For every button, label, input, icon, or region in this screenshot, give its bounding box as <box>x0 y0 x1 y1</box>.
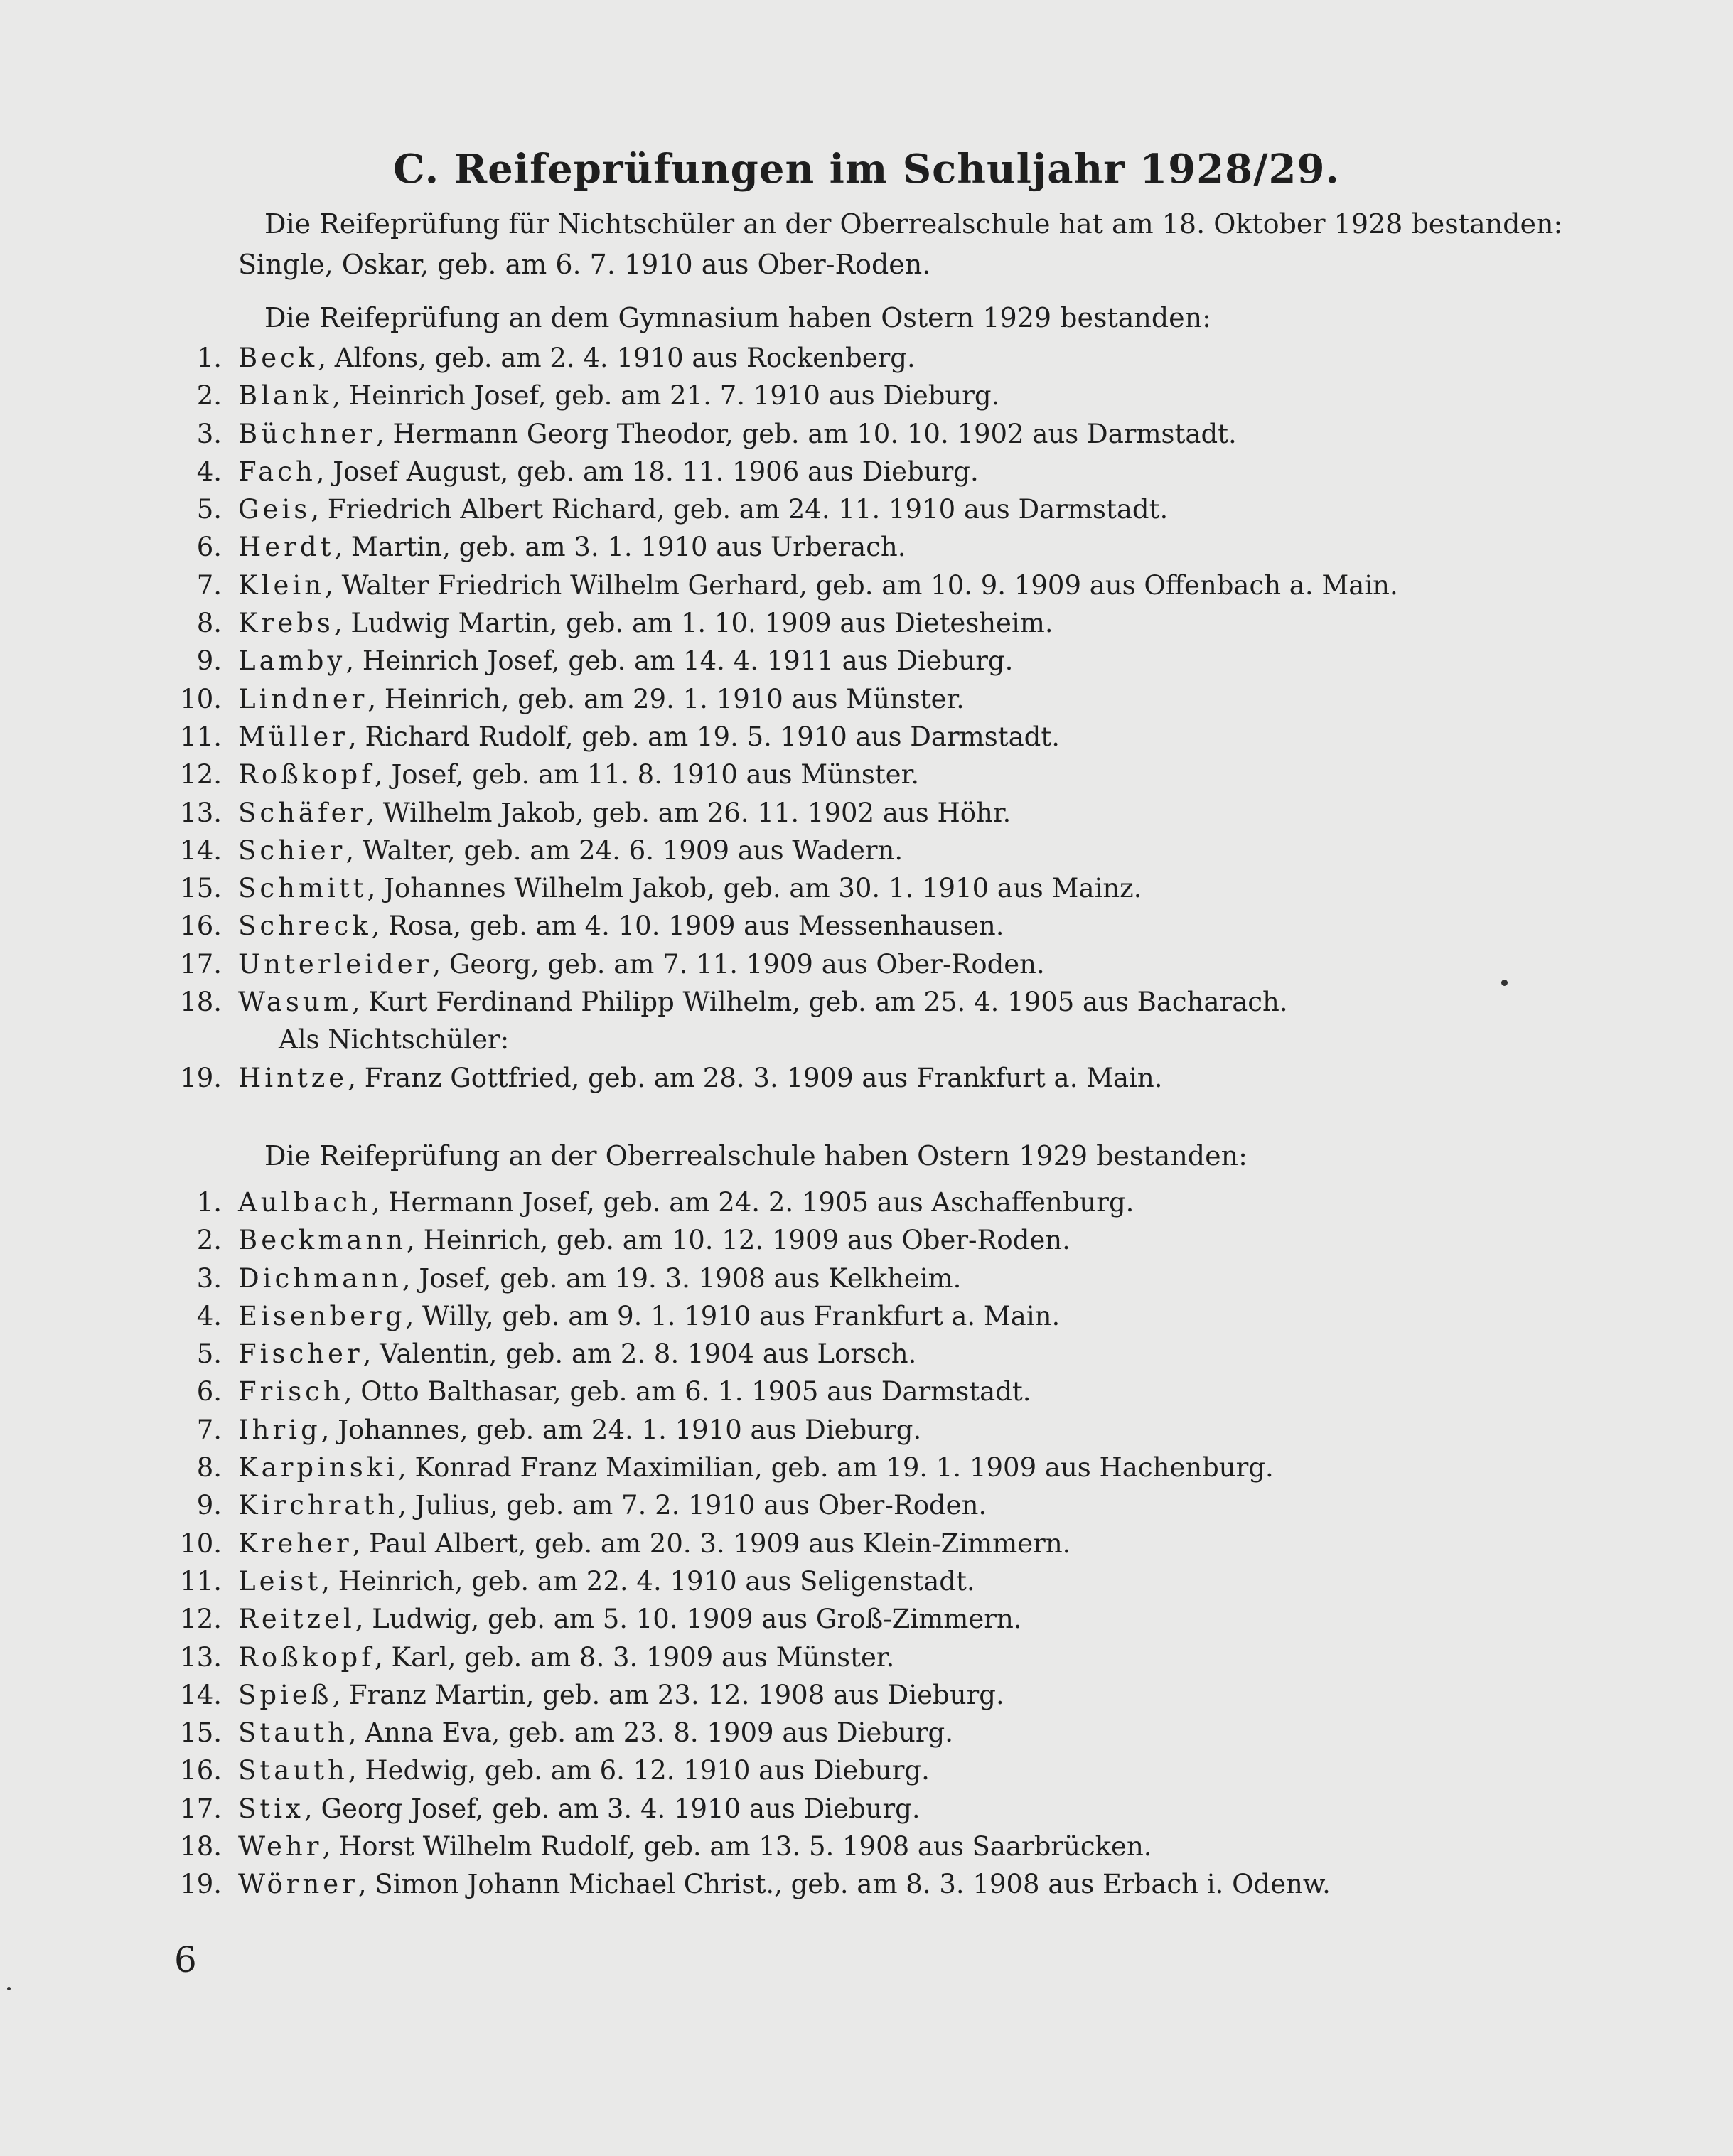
entry-number: 19. <box>180 1062 222 1093</box>
entry-details: , Willy, geb. am 9. 1. 1910 aus Frankfurt a. Main. <box>405 1300 1061 1331</box>
entry-number: 15. <box>180 873 222 904</box>
list-item <box>0 1566 1733 1604</box>
list-item <box>0 1415 1733 1452</box>
entry-number: 1. <box>196 343 222 373</box>
entry-text <box>238 1793 921 1824</box>
entry-details: Als Nichtschüler: <box>279 1024 510 1056</box>
entry-text <box>238 343 916 373</box>
list-item <box>0 1793 1733 1831</box>
entry-surname: Schmitt <box>238 873 367 904</box>
entry-surname: Eisenberg <box>238 1300 406 1331</box>
entry-number: 14. <box>180 835 222 866</box>
nichtschueler-intro: Die Reifeprüfung für Nichtschüler an der Oberrealschule hat am 18. Oktober 1928 bestanden: <box>264 208 1563 240</box>
entry-number: 5. <box>196 494 222 525</box>
entry-text <box>238 835 903 866</box>
entry-details: , Hermann Josef, geb. am 24. 2. 1905 aus Aschaffenburg. <box>371 1187 1134 1218</box>
entry-details: , Heinrich Josef, geb. am 14. 4. 1911 aus Dieburg. <box>345 645 1014 677</box>
list-item <box>0 456 1733 494</box>
entry-details: , Walter, geb. am 24. 6. 1909 aus Wadern. <box>345 835 903 866</box>
entry-surname: Aulbach <box>238 1187 372 1218</box>
entry-text <box>238 1376 1031 1407</box>
gymnasium-intro: Die Reifeprüfung an dem Gymnasium haben Ostern 1929 bestanden: <box>264 302 1211 333</box>
list-item <box>0 1869 1733 1906</box>
entry-text <box>238 873 1142 903</box>
entry-surname: Krebs <box>238 608 334 639</box>
entry-text <box>238 759 919 790</box>
entry-number: 17. <box>180 948 222 980</box>
entry-text <box>238 987 1288 1017</box>
entry-text <box>238 684 965 714</box>
entry-surname: Hintze <box>238 1062 348 1093</box>
entry-number: 9. <box>196 645 222 677</box>
entry-surname: Stauth <box>238 1755 348 1786</box>
entry-details: , Heinrich, geb. am 22. 4. 1910 aus Seligenstadt. <box>321 1565 975 1597</box>
entry-surname: Lamby <box>238 645 346 677</box>
list-item <box>0 1187 1733 1225</box>
entry-text <box>238 949 1045 980</box>
entry-details: , Franz Gottfried, geb. am 28. 3. 1909 aus Frankfurt a. Main. <box>348 1062 1163 1093</box>
entry-details: , Otto Balthasar, geb. am 6. 1. 1905 aus Darmstadt. <box>343 1376 1031 1407</box>
entry-text <box>238 1263 961 1294</box>
entry-text <box>238 1755 930 1786</box>
list-item <box>0 1528 1733 1566</box>
list-item <box>0 1452 1733 1490</box>
entry-surname: Fach <box>238 456 316 487</box>
entry-surname: Unterleider <box>238 948 433 980</box>
list-item <box>0 570 1733 608</box>
entry-surname: Stix <box>238 1793 304 1824</box>
entry-number: 16. <box>180 911 222 942</box>
list-item <box>0 1263 1733 1301</box>
entry-surname: Dichmann <box>238 1262 402 1294</box>
entry-details: , Hedwig, geb. am 6. 12. 1910 aus Dieburg. <box>348 1755 930 1786</box>
entry-text <box>238 380 999 411</box>
entry-number: 17. <box>180 1793 222 1824</box>
list-item <box>0 873 1733 911</box>
entry-number: 9. <box>196 1490 222 1521</box>
entry-details: , Wilhelm Jakob, geb. am 26. 11. 1902 aus Höhr. <box>366 797 1012 828</box>
entry-details: , Karl, geb. am 8. 3. 1909 aus Münster. <box>374 1641 895 1673</box>
list-item <box>0 1024 1733 1062</box>
list-item <box>0 1680 1733 1717</box>
entry-details: , Kurt Ferdinand Philipp Wilhelm, geb. am 25. 4. 1905 aus Bacharach. <box>351 987 1288 1018</box>
list-item <box>0 1490 1733 1528</box>
list-item <box>0 419 1733 456</box>
entry-number: 15. <box>180 1717 222 1749</box>
entry-surname: Stauth <box>238 1717 348 1749</box>
entry-surname: Klein <box>238 569 326 601</box>
entry-text <box>238 608 1053 638</box>
entry-surname: Herdt <box>238 532 335 563</box>
list-item <box>0 1225 1733 1262</box>
entry-surname: Leist <box>238 1565 322 1597</box>
entry-details: , Heinrich, geb. am 10. 12. 1909 aus Ober-Roden. <box>407 1225 1071 1256</box>
entry-number: 11. <box>180 721 222 752</box>
entry-number: 6. <box>196 532 222 563</box>
entry-surname: Beckmann <box>238 1225 407 1256</box>
list-item <box>0 835 1733 873</box>
entry-text <box>238 532 906 562</box>
entry-surname: Müller <box>238 721 348 752</box>
entry-details: , Simon Johann Michael Christ., geb. am 8. 3. 1908 aus Erbach i. Odenw. <box>358 1869 1331 1900</box>
entry-number: 12. <box>180 759 222 790</box>
entry-details: , Horst Wilhelm Rudolf, geb. am 13. 5. 1908 aus Saarbrücken. <box>322 1831 1152 1862</box>
list-item <box>0 987 1733 1024</box>
gymnasium-list <box>0 343 1733 1100</box>
entry-surname: Kreher <box>238 1528 353 1559</box>
entry-surname: Wörner <box>238 1869 358 1900</box>
entry-text <box>238 911 1004 941</box>
entry-text <box>238 494 1168 525</box>
nichtschueler-entry: Single, Oskar, geb. am 6. 7. 1910 aus Ober-Roden. <box>238 249 931 280</box>
list-item <box>0 1301 1733 1339</box>
entry-surname: Schier <box>238 835 346 866</box>
entry-details: , Walter Friedrich Wilhelm Gerhard, geb. am 10. 9. 1909 aus Offenbach a. Main. <box>325 569 1398 601</box>
entry-details: , Alfons, geb. am 2. 4. 1910 aus Rockenberg. <box>318 343 916 373</box>
entry-number: 3. <box>196 418 222 449</box>
entry-surname: Reitzel <box>238 1604 355 1635</box>
entry-number: 7. <box>196 1414 222 1445</box>
entry-text <box>279 1024 509 1055</box>
entry-surname: Kirchrath <box>238 1490 399 1521</box>
list-item <box>0 949 1733 987</box>
entry-number: 6. <box>196 1376 222 1407</box>
entry-details: , Georg, geb. am 7. 11. 1909 aus Ober-Roden. <box>432 948 1045 980</box>
list-item <box>0 532 1733 569</box>
entry-surname: Lindner <box>238 683 368 714</box>
entry-text <box>238 645 1013 676</box>
entry-text <box>238 570 1398 601</box>
entry-details: , Konrad Franz Maximilian, geb. am 19. 1. 1909 aus Hachenburg. <box>397 1452 1274 1484</box>
section-title: C. Reifeprüfungen im Schuljahr 1928/29. <box>393 146 1340 193</box>
entry-text <box>238 1528 1071 1559</box>
entry-text <box>238 456 979 487</box>
entry-number: 4. <box>196 1300 222 1331</box>
entry-details: , Valentin, geb. am 2. 8. 1904 aus Lorsch. <box>363 1339 917 1370</box>
entry-number: 10. <box>180 1528 222 1559</box>
entry-surname: Beck <box>238 343 318 373</box>
entry-text <box>238 1301 1060 1331</box>
entry-number: 18. <box>180 987 222 1018</box>
entry-text <box>238 1490 987 1521</box>
entry-text <box>238 1415 921 1445</box>
entry-details: , Heinrich Josef, geb. am 21. 7. 1910 aus Dieburg. <box>332 380 1000 412</box>
list-item <box>0 684 1733 722</box>
list-item <box>0 759 1733 797</box>
scan-speck <box>1501 980 1508 986</box>
entry-number: 13. <box>180 797 222 828</box>
list-item <box>0 1831 1733 1869</box>
list-item <box>0 798 1733 835</box>
entry-details: , Richard Rudolf, geb. am 19. 5. 1910 aus Darmstadt. <box>348 721 1060 752</box>
entry-number: 10. <box>180 683 222 714</box>
entry-details: , Ludwig Martin, geb. am 1. 10. 1909 aus Dietesheim. <box>333 608 1053 639</box>
entry-text <box>238 1604 1022 1634</box>
entry-details: , Josef, geb. am 11. 8. 1910 aus Münster. <box>374 759 919 790</box>
list-item <box>0 645 1733 683</box>
entry-text <box>238 419 1237 449</box>
entry-text <box>238 1566 975 1597</box>
entry-number: 12. <box>180 1604 222 1635</box>
entry-details: , Hermann Georg Theodor, geb. am 10. 10. 1902 aus Darmstadt. <box>375 418 1237 449</box>
entry-text <box>238 1187 1134 1218</box>
entry-surname: Roßkopf <box>238 1641 375 1673</box>
entry-number: 16. <box>180 1755 222 1786</box>
entry-details: , Martin, geb. am 3. 1. 1910 aus Urberach. <box>334 532 906 563</box>
list-item <box>0 494 1733 532</box>
entry-number: 8. <box>196 608 222 639</box>
entry-surname: Büchner <box>238 418 376 449</box>
list-item <box>0 1717 1733 1755</box>
entry-details: , Johannes, geb. am 24. 1. 1910 aus Dieburg. <box>321 1414 922 1445</box>
entry-surname: Spieß <box>238 1679 333 1710</box>
entry-number: 19. <box>180 1869 222 1900</box>
entry-number: 2. <box>196 380 222 412</box>
entry-details: , Paul Albert, geb. am 20. 3. 1909 aus Klein-Zimmern. <box>352 1528 1071 1559</box>
entry-text <box>238 1831 1152 1862</box>
entry-details: , Friedrich Albert Richard, geb. am 24. 11. 1910 aus Darmstadt. <box>311 494 1169 525</box>
entry-text <box>238 1225 1071 1255</box>
entry-number: 2. <box>196 1225 222 1256</box>
entry-number: 7. <box>196 569 222 601</box>
entry-details: , Anna Eva, geb. am 23. 8. 1909 aus Dieburg. <box>348 1717 953 1749</box>
list-item <box>0 1339 1733 1376</box>
entry-text <box>238 722 1060 752</box>
entry-details: , Josef August, geb. am 18. 11. 1906 aus Dieburg. <box>316 456 979 487</box>
list-item <box>0 608 1733 645</box>
entry-number: 3. <box>196 1262 222 1294</box>
entry-details: , Georg Josef, geb. am 3. 4. 1910 aus Dieburg. <box>304 1793 921 1824</box>
entry-details: , Ludwig, geb. am 5. 10. 1909 aus Groß-Zimmern. <box>355 1604 1022 1635</box>
list-item <box>0 380 1733 418</box>
entry-surname: Geis <box>238 494 311 525</box>
list-item <box>0 1755 1733 1793</box>
entry-text <box>238 1452 1274 1483</box>
entry-number: 5. <box>196 1339 222 1370</box>
entry-surname: Wehr <box>238 1831 323 1862</box>
entry-details: , Julius, geb. am 7. 2. 1910 aus Ober-Roden. <box>398 1490 987 1521</box>
entry-number: 18. <box>180 1831 222 1862</box>
entry-text <box>238 1642 894 1673</box>
entry-text <box>238 1063 1163 1093</box>
list-item <box>0 722 1733 759</box>
entry-number: 1. <box>196 1187 222 1218</box>
entry-surname: Schreck <box>238 911 372 942</box>
list-item <box>0 911 1733 948</box>
entry-surname: Karpinski <box>238 1452 398 1484</box>
entry-text <box>238 1339 916 1369</box>
list-item <box>0 1063 1733 1100</box>
list-item <box>0 343 1733 380</box>
entry-details: , Johannes Wilhelm Jakob, geb. am 30. 1. 1910 aus Mainz. <box>367 873 1142 904</box>
entry-surname: Ihrig <box>238 1414 321 1445</box>
entry-surname: Wasum <box>238 987 352 1018</box>
entry-surname: Frisch <box>238 1376 344 1407</box>
entry-number: 4. <box>196 456 222 487</box>
page-number: 6 <box>174 1939 197 1980</box>
list-item <box>0 1642 1733 1680</box>
entry-text <box>238 798 1011 828</box>
list-item <box>0 1604 1733 1641</box>
entry-details: , Franz Martin, geb. am 23. 12. 1908 aus Dieburg. <box>332 1679 1004 1710</box>
scan-speck <box>7 1987 11 1990</box>
oberrealschule-list <box>0 1187 1733 1907</box>
entry-text <box>238 1869 1331 1899</box>
entry-details: , Rosa, geb. am 4. 10. 1909 aus Messenhausen. <box>371 911 1004 942</box>
entry-surname: Roßkopf <box>238 759 375 790</box>
entry-number: 11. <box>180 1565 222 1597</box>
entry-number: 13. <box>180 1641 222 1673</box>
list-item <box>0 1376 1733 1414</box>
entry-text <box>238 1717 953 1748</box>
entry-surname: Fischer <box>238 1339 363 1370</box>
entry-details: , Josef, geb. am 19. 3. 1908 aus Kelkheim. <box>402 1262 962 1294</box>
entry-surname: Blank <box>238 380 333 412</box>
entry-number: 8. <box>196 1452 222 1484</box>
entry-text <box>238 1680 1004 1710</box>
entry-number: 14. <box>180 1679 222 1710</box>
entry-surname: Schäfer <box>238 797 367 828</box>
oberrealschule-intro: Die Reifeprüfung an der Oberrealschule haben Ostern 1929 bestanden: <box>264 1140 1248 1171</box>
entry-details: , Heinrich, geb. am 29. 1. 1910 aus Münster. <box>367 683 965 714</box>
